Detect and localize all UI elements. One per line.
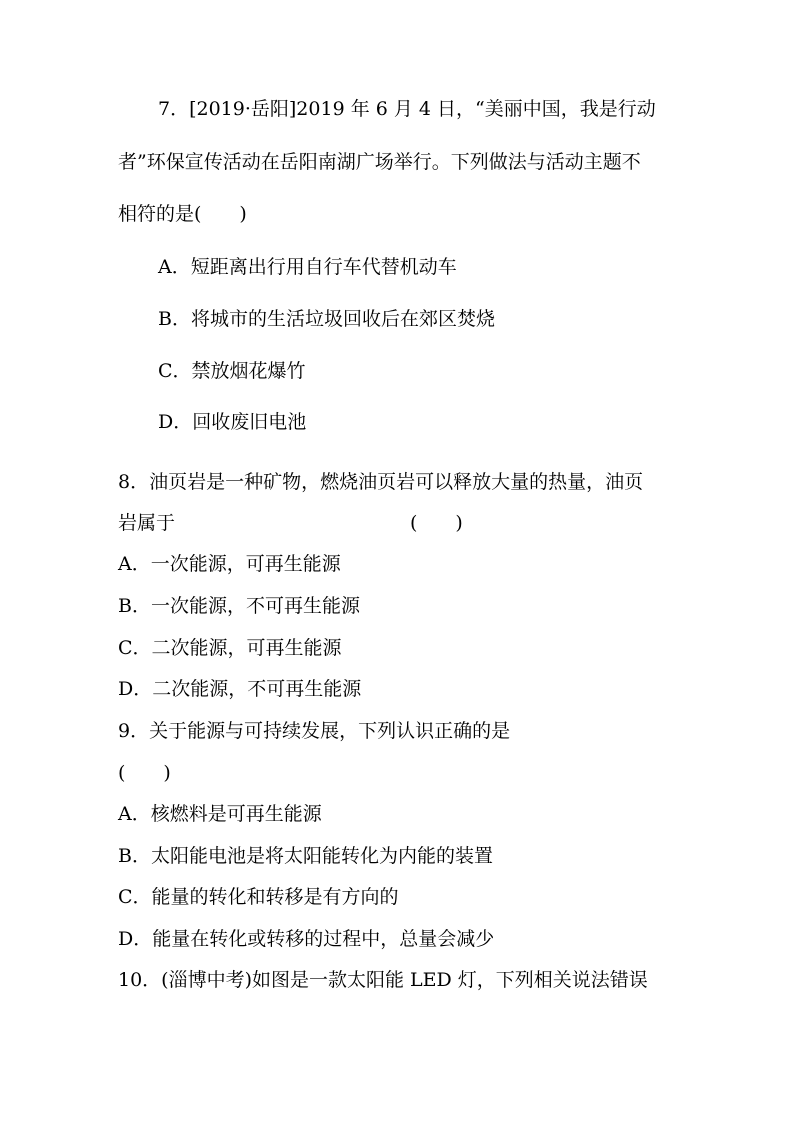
q9-option-a: A．核燃料是可再生能源	[118, 803, 322, 825]
q9-answer-paren: ( )	[118, 762, 171, 784]
q7-stem-line-1: 7．[2019·岳阳]2019 年 6 月 4 日，“美丽中国，我是行动	[158, 98, 656, 120]
q8-stem-line-1: 8．油页岩是一种矿物，燃烧油页岩可以释放大量的热量，油页	[118, 471, 644, 493]
q7-option-c: C．禁放烟花爆竹	[158, 360, 306, 382]
q8-option-c: C．二次能源，可再生能源	[118, 637, 342, 659]
q10-stem-line-1: 10．(淄博中考)如图是一款太阳能 LED 灯，下列相关说法错误	[118, 969, 648, 991]
q9-stem-line-1: 9．关于能源与可持续发展，下列认识正确的是	[118, 720, 511, 742]
q9-option-c: C．能量的转化和转移是有方向的	[118, 886, 399, 908]
q8-option-a: A．一次能源，可再生能源	[118, 553, 341, 575]
q7-stem-line-3: 相符的是( )	[118, 203, 247, 225]
q7-option-a: A．短距离出行用自行车代替机动车	[158, 256, 457, 278]
q8-answer-paren: ( )	[410, 512, 463, 534]
q7-stem-line-2: 者”环保宣传活动在岳阳南湖广场举行。下列做法与活动主题不	[118, 151, 641, 173]
q8-option-b: B．一次能源，不可再生能源	[118, 595, 360, 617]
q8-option-d: D．二次能源，不可再生能源	[118, 678, 362, 700]
q8-stem-line-2: 岩属于	[118, 512, 176, 534]
q7-option-d: D．回收废旧电池	[158, 411, 307, 433]
q9-option-b: B．太阳能电池是将太阳能转化为内能的装置	[118, 845, 493, 867]
q9-option-d: D．能量在转化或转移的过程中，总量会减少	[118, 928, 495, 950]
q7-option-b: B．将城市的生活垃圾回收后在郊区焚烧	[158, 308, 495, 330]
